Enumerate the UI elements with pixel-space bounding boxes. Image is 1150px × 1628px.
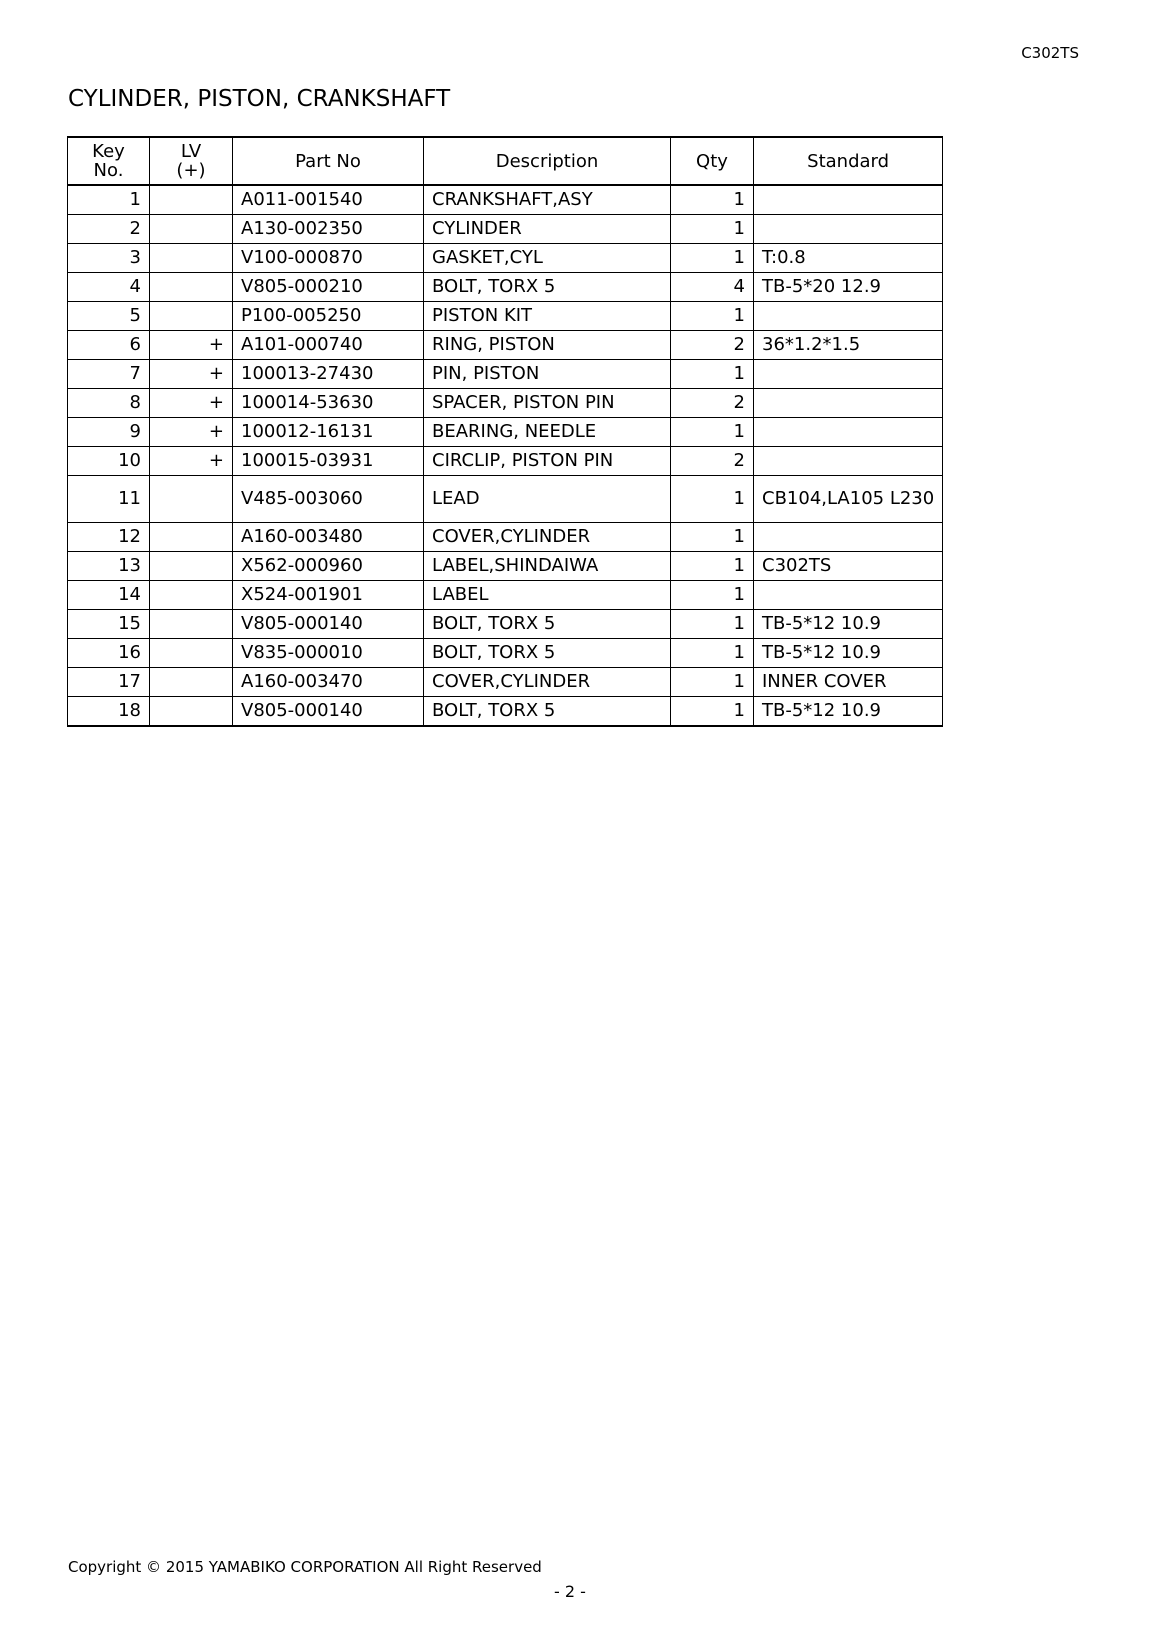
qty-cell: 2: [671, 447, 754, 476]
standard-cell: [754, 302, 943, 331]
key-cell: 4: [68, 273, 150, 302]
part-no-cell: V485-003060: [233, 476, 424, 523]
qty-cell: 1: [671, 581, 754, 610]
qty-cell: 1: [671, 244, 754, 273]
header-key-line2: No.: [93, 160, 124, 181]
standard-cell: TB-5*12 10.9: [754, 639, 943, 668]
lv-cell: [150, 668, 233, 697]
qty-cell: 1: [671, 302, 754, 331]
description-cell: LABEL: [424, 581, 671, 610]
table-row: [68, 331, 943, 360]
table-row: [68, 523, 943, 552]
description-cell: CRANKSHAFT,ASY: [424, 185, 671, 215]
column-header-lv: [150, 137, 233, 185]
key-cell: 17: [68, 668, 150, 697]
lv-cell: [150, 697, 233, 727]
standard-cell: TB-5*20 12.9: [754, 273, 943, 302]
key-cell: 8: [68, 389, 150, 418]
lv-cell: [150, 476, 233, 523]
header-key-line1: Key: [92, 141, 125, 162]
table-row: [68, 302, 943, 331]
key-cell: 1: [68, 185, 150, 215]
lv-cell: [150, 639, 233, 668]
lv-cell: [150, 552, 233, 581]
part-no-cell: A160-003470: [233, 668, 424, 697]
description-cell: BOLT, TORX 5: [424, 697, 671, 727]
qty-cell: 2: [671, 331, 754, 360]
key-cell: 7: [68, 360, 150, 389]
key-cell: 13: [68, 552, 150, 581]
description-cell: BOLT, TORX 5: [424, 610, 671, 639]
qty-cell: 1: [671, 418, 754, 447]
part-no-cell: V100-000870: [233, 244, 424, 273]
qty-cell: 1: [671, 185, 754, 215]
part-no-cell: V835-000010: [233, 639, 424, 668]
table-row: [68, 447, 943, 476]
description-cell: PIN, PISTON: [424, 360, 671, 389]
qty-cell: 1: [671, 668, 754, 697]
part-no-cell: V805-000140: [233, 610, 424, 639]
key-cell: 15: [68, 610, 150, 639]
lv-cell: [150, 185, 233, 215]
qty-cell: 1: [671, 476, 754, 523]
part-no-cell: A160-003480: [233, 523, 424, 552]
standard-cell: 36*1.2*1.5: [754, 331, 943, 360]
parts-table: [67, 136, 943, 727]
description-cell: CYLINDER: [424, 215, 671, 244]
part-no-cell: A011-001540: [233, 185, 424, 215]
standard-cell: [754, 523, 943, 552]
qty-cell: 1: [671, 639, 754, 668]
description-cell: BOLT, TORX 5: [424, 273, 671, 302]
qty-cell: 4: [671, 273, 754, 302]
standard-cell: TB-5*12 10.9: [754, 697, 943, 727]
standard-cell: INNER COVER: [754, 668, 943, 697]
lv-cell: +: [150, 331, 233, 360]
part-no-cell: 100014-53630: [233, 389, 424, 418]
table-row: [68, 552, 943, 581]
description-cell: COVER,CYLINDER: [424, 668, 671, 697]
column-header-qty: Qty: [671, 137, 754, 185]
lv-cell: [150, 523, 233, 552]
qty-cell: 1: [671, 523, 754, 552]
key-cell: 12: [68, 523, 150, 552]
table-row: [68, 418, 943, 447]
page-title: CYLINDER, PISTON, CRANKSHAFT: [68, 86, 451, 112]
key-cell: 2: [68, 215, 150, 244]
page-number: - 2 -: [554, 1582, 586, 1601]
lv-cell: +: [150, 447, 233, 476]
table-header-row: [68, 137, 943, 185]
table-row: [68, 581, 943, 610]
key-cell: 11: [68, 476, 150, 523]
description-cell: CIRCLIP, PISTON PIN: [424, 447, 671, 476]
part-no-cell: 100013-27430: [233, 360, 424, 389]
standard-cell: [754, 581, 943, 610]
column-header-description: Description: [424, 137, 671, 185]
standard-cell: [754, 215, 943, 244]
copyright-notice: Copyright © 2015 YAMABIKO CORPORATION All Right Reserved: [68, 1558, 542, 1576]
column-header-standard: Standard: [754, 137, 943, 185]
description-cell: LEAD: [424, 476, 671, 523]
description-cell: GASKET,CYL: [424, 244, 671, 273]
description-cell: LABEL,SHINDAIWA: [424, 552, 671, 581]
key-cell: 9: [68, 418, 150, 447]
key-cell: 3: [68, 244, 150, 273]
lv-cell: +: [150, 389, 233, 418]
description-cell: COVER,CYLINDER: [424, 523, 671, 552]
column-header-part-no: Part No: [233, 137, 424, 185]
qty-cell: 2: [671, 389, 754, 418]
part-no-cell: A130-002350: [233, 215, 424, 244]
description-cell: BOLT, TORX 5: [424, 639, 671, 668]
qty-cell: 1: [671, 610, 754, 639]
table-row: [68, 185, 943, 215]
table-row: [68, 273, 943, 302]
standard-cell: CB104,LA105 L230: [754, 476, 943, 523]
part-no-cell: X524-001901: [233, 581, 424, 610]
standard-cell: T:0.8: [754, 244, 943, 273]
standard-cell: C302TS: [754, 552, 943, 581]
standard-cell: [754, 447, 943, 476]
column-header-key-no: [68, 137, 150, 185]
key-cell: 6: [68, 331, 150, 360]
table-row: [68, 697, 943, 727]
standard-cell: [754, 360, 943, 389]
key-cell: 14: [68, 581, 150, 610]
description-cell: RING, PISTON: [424, 331, 671, 360]
part-no-cell: A101-000740: [233, 331, 424, 360]
key-cell: 10: [68, 447, 150, 476]
table-row: [68, 668, 943, 697]
qty-cell: 1: [671, 360, 754, 389]
lv-cell: [150, 244, 233, 273]
part-no-cell: 100015-03931: [233, 447, 424, 476]
key-cell: 5: [68, 302, 150, 331]
table-row: [68, 610, 943, 639]
description-cell: PISTON KIT: [424, 302, 671, 331]
lv-cell: +: [150, 360, 233, 389]
description-cell: BEARING, NEEDLE: [424, 418, 671, 447]
lv-cell: [150, 302, 233, 331]
table-row: [68, 360, 943, 389]
table-row: [68, 639, 943, 668]
lv-cell: [150, 215, 233, 244]
table-row: [68, 476, 943, 523]
header-lv-line2: (+): [176, 160, 206, 181]
lv-cell: [150, 273, 233, 302]
lv-cell: [150, 610, 233, 639]
part-no-cell: 100012-16131: [233, 418, 424, 447]
table-row: [68, 244, 943, 273]
standard-cell: [754, 418, 943, 447]
header-lv-line1: LV: [180, 141, 202, 162]
description-cell: SPACER, PISTON PIN: [424, 389, 671, 418]
part-no-cell: V805-000140: [233, 697, 424, 727]
key-cell: 16: [68, 639, 150, 668]
table-row: [68, 389, 943, 418]
qty-cell: 1: [671, 552, 754, 581]
parts-table-body: [68, 185, 943, 726]
standard-cell: TB-5*12 10.9: [754, 610, 943, 639]
standard-cell: [754, 389, 943, 418]
table-row: [68, 215, 943, 244]
part-no-cell: V805-000210: [233, 273, 424, 302]
lv-cell: +: [150, 418, 233, 447]
part-no-cell: P100-005250: [233, 302, 424, 331]
part-no-cell: X562-000960: [233, 552, 424, 581]
key-cell: 18: [68, 697, 150, 727]
lv-cell: [150, 581, 233, 610]
qty-cell: 1: [671, 697, 754, 727]
qty-cell: 1: [671, 215, 754, 244]
model-code: C302TS: [1021, 44, 1079, 62]
standard-cell: [754, 185, 943, 215]
